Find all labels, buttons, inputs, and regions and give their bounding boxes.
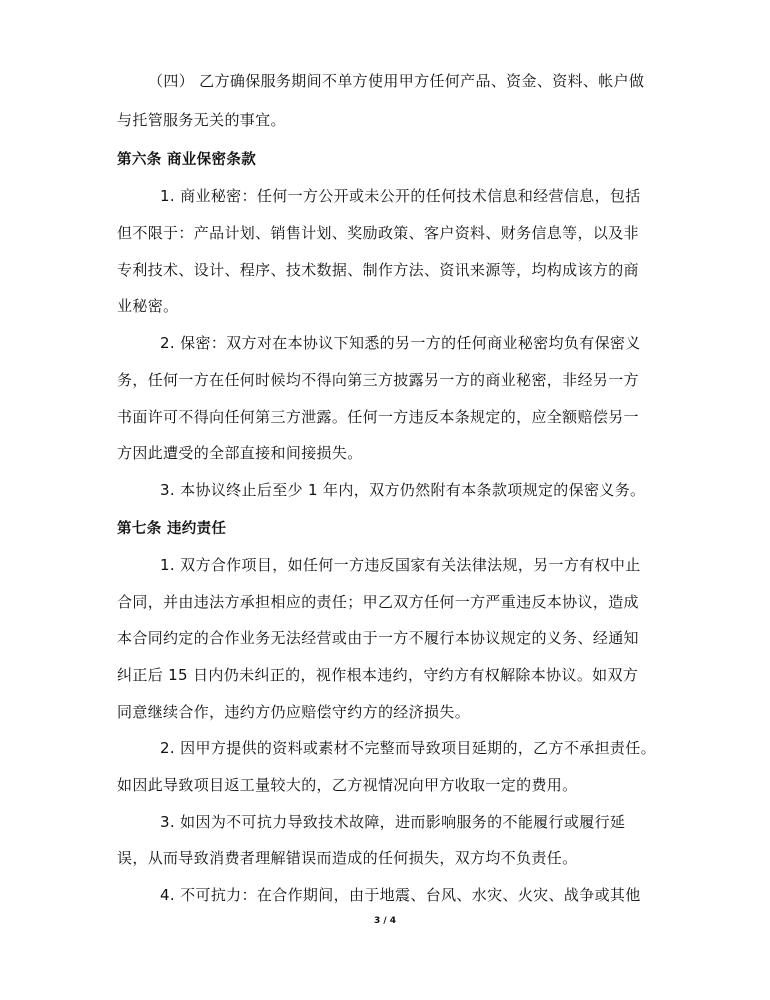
paragraph-line: 误，从而导致消费者理解错误而造成的任何损失，双方均不负责任。: [117, 849, 578, 867]
paragraph-line: 2. 因甲方提供的资料或素材不完整而导致项目延期的，乙方不承担责任。: [160, 739, 656, 757]
paragraph-line: 书面许可不得向任何第三方泄露。任何一方违反本条规定的，应全额赔偿另一: [117, 408, 639, 426]
paragraph-line: 2. 保密：双方对在本协议下知悉的另一方的任何商业秘密均负有保密义: [160, 334, 641, 352]
paragraph-line: 方因此遭受的全部直接和间接损失。: [117, 444, 363, 462]
page-number: 3 / 4: [373, 916, 397, 926]
paragraph-line: 如因此导致项目返工量较大的，乙方视情况向甲方收取一定的费用。: [117, 776, 578, 794]
section-heading-article-6: 第六条 商业保密条款: [117, 152, 257, 168]
paragraph-line: 本合同约定的合作业务无法经营或由于一方不履行本协议规定的义务、经通知: [117, 629, 639, 647]
paragraph-line: 业秘密。: [117, 297, 179, 315]
paragraph-line: 务，任何一方在任何时候均不得向第三方披露另一方的商业秘密，非经另一方: [117, 371, 639, 389]
paragraph-line: 1. 双方合作项目，如任何一方违反国家有关法律法规，另一方有权中止: [160, 556, 641, 574]
paragraph-line: 与托管服务无关的事宜。: [117, 111, 286, 129]
paragraph-line: 合同，并由违法方承担相应的责任；甲乙双方任何一方严重违反本协议，造成: [117, 593, 639, 611]
section-heading-article-7: 第七条 违约责任: [117, 521, 227, 537]
paragraph-line: 纠正后 15 日内仍未纠正的，视作根本违约，守约方有权解除本协议。如双方: [117, 666, 639, 684]
paragraph-line: 专利技术、设计、程序、技术数据、制作方法、资讯来源等，均构成该方的商: [117, 261, 639, 279]
paragraph-line: （四） 乙方确保服务期间不单方使用甲方任何产品、资金、资料、帐户做: [148, 72, 645, 90]
paragraph-line: 同意继续合作，违约方仍应赔偿守约方的经济损失。: [117, 703, 471, 721]
paragraph-line: 1. 商业秘密：任何一方公开或未公开的任何技术信息和经营信息，包括: [160, 187, 641, 205]
paragraph-line: 4. 不可抗力：在合作期间，由于地震、台风、水灾、火灾、战争或其他: [160, 886, 641, 904]
paragraph-line: 3. 如因为不可抗力导致技术故障，进而影响服务的不能履行或履行延: [160, 813, 626, 831]
paragraph-line: 3. 本协议终止后至少 1 年内，双方仍然附有本条款项规定的保密义务。: [160, 481, 646, 499]
paragraph-line: 但不限于：产品计划、销售计划、奖励政策、客户资料、财务信息等，以及非: [117, 224, 639, 242]
